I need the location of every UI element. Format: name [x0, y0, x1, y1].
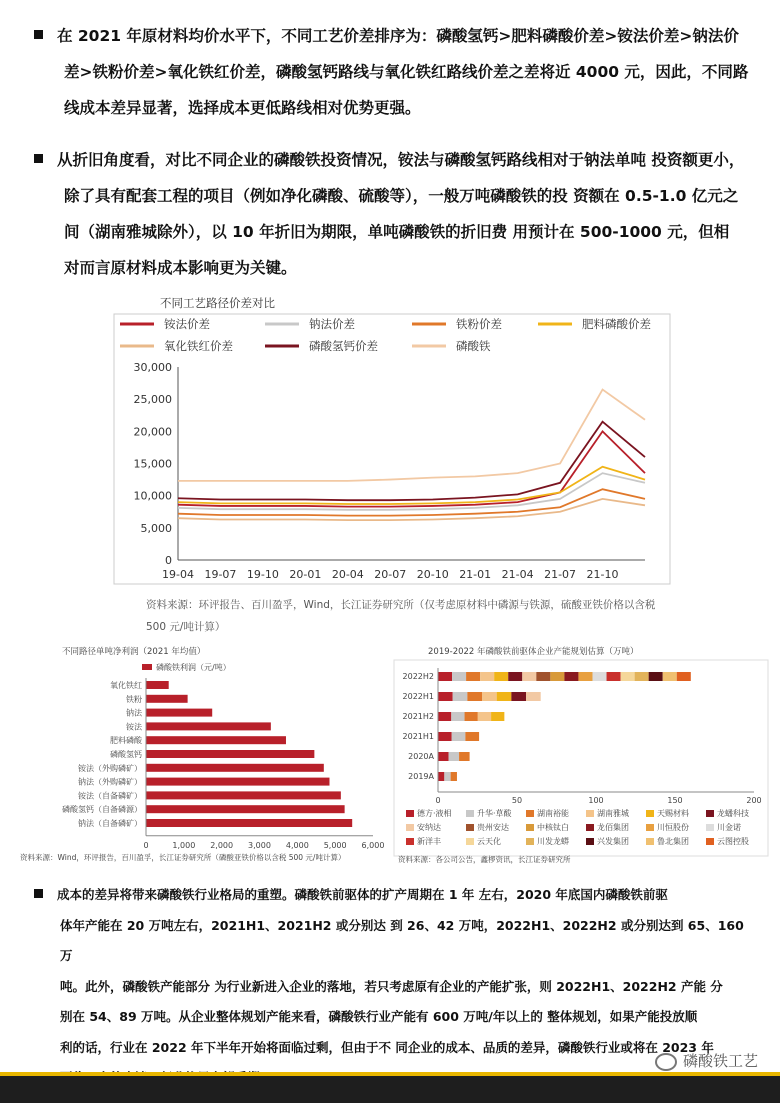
x-tick-label: 0 — [435, 796, 441, 805]
legend-swatch — [406, 810, 414, 817]
legend-label: 兴发集团 — [597, 837, 629, 846]
x-tick-label: 19-10 — [246, 568, 279, 581]
paragraph-1 — [34, 18, 756, 126]
category-label: 2019A — [408, 772, 434, 781]
net-profit-bar-chart — [18, 644, 388, 866]
x-tick-label: 3,000 — [248, 840, 271, 850]
legend-label: 中核钛白 — [537, 823, 569, 832]
text-line: 从折旧角度看，对比不同企业的磷酸铁投资情况，铵法与磷酸氢钙路线相对于钠法单吨 投资额更小， — [57, 151, 745, 169]
legend-label: 升华·草酸 — [477, 809, 512, 818]
category-label: 2022H1 — [402, 692, 434, 701]
profit-bar — [146, 736, 286, 744]
legend-swatch — [586, 838, 594, 845]
legend-label: 氧化铁红价差 — [164, 339, 233, 353]
legend-label: 铁粉价差 — [456, 317, 502, 331]
capacity-segment — [465, 712, 478, 721]
legend-label: 安纳达 — [417, 823, 441, 832]
x-tick-label: 20-07 — [374, 568, 407, 581]
chart-title: 不同工艺路径价差对比 — [160, 296, 275, 310]
legend-label: 川金诺 — [717, 823, 741, 832]
x-tick-label: 21-10 — [586, 568, 619, 581]
x-tick-label: 5,000 — [323, 840, 347, 850]
x-tick-label: 21-01 — [459, 568, 492, 581]
watermark-text: 磷酸铁工艺 — [682, 1052, 758, 1070]
x-tick-label: 19-04 — [162, 568, 194, 581]
capacity-segment — [526, 692, 541, 701]
x-tick-label: 0 — [143, 840, 149, 850]
category-label: 铵法 — [126, 722, 142, 732]
legend-label: 天赐材料 — [657, 809, 689, 818]
x-tick-label: 200 — [746, 796, 762, 805]
x-tick-label: 1,000 — [172, 840, 196, 850]
capacity-segment — [677, 672, 691, 681]
capacity-segment — [438, 692, 453, 701]
capacity-segment — [459, 752, 470, 761]
price-spread-line-chart — [100, 292, 680, 592]
wechat-icon — [655, 1053, 677, 1071]
capacity-segment — [467, 692, 482, 701]
capacity-segment — [480, 672, 494, 681]
chart2-source: 资料来源：Wind，环评报告，百川盈孚，长江证券研究所（磷酸亚铁价格以含税 500 元/吨计算） — [20, 853, 346, 862]
text-line: 吨。此外，磷酸铁产能部分 为行业新进入企业的落地，若只考虑原有企业的产能扩张，则 2022H1、2022H2 产能 分 — [60, 978, 723, 994]
capacity-segment — [649, 672, 663, 681]
bullet-icon — [34, 30, 43, 39]
category-label: 2021H2 — [402, 712, 434, 721]
capacity-segment — [536, 672, 550, 681]
chart1-source — [146, 594, 655, 638]
capacity-segment — [444, 772, 450, 781]
category-label: 钠法（自备磷矿） — [78, 819, 142, 828]
legend-label: 湖南裕能 — [537, 809, 569, 818]
capacity-segment — [494, 672, 508, 681]
text-line: 差>铁粉价差>氧化铁红价差，磷酸氢钙路线与氧化铁红路线价差之差将近 4000 元，因此，不同路 — [64, 63, 749, 81]
capacity-segment — [438, 672, 452, 681]
chart-title: 2019-2022 年磷酸铁前驱体企业产能规划估算（万吨） — [428, 647, 639, 657]
x-tick-label: 150 — [667, 796, 683, 805]
legend-swatch — [526, 810, 534, 817]
profit-bar — [146, 709, 212, 717]
legend-label: 鲁北集团 — [657, 837, 689, 846]
category-label: 钠法 — [126, 708, 142, 718]
y-tick-label: 10,000 — [133, 489, 172, 503]
text-line: 线成本差异显著，选择成本更低路线相对优势更强。 — [64, 99, 421, 117]
capacity-segment — [550, 672, 564, 681]
legend-swatch — [586, 810, 594, 817]
capacity-segment — [635, 672, 649, 681]
capacity-segment — [438, 732, 452, 741]
text-line: 对而言原材料成本影响更为关键。 — [64, 259, 297, 277]
legend-label: 川发龙蟒 — [537, 837, 569, 846]
profit-bar — [146, 750, 314, 758]
profit-bar — [146, 819, 352, 827]
category-label: 2021H1 — [402, 732, 434, 741]
capacity-segment — [508, 672, 522, 681]
capacity-segment — [438, 712, 451, 721]
category-label: 钠法（外购磷矿） — [78, 777, 142, 787]
capacity-segment — [522, 672, 536, 681]
capacity-segment — [451, 712, 464, 721]
x-tick-label: 20-10 — [416, 568, 449, 581]
category-label: 2022H2 — [402, 672, 434, 681]
legend-swatch — [646, 838, 654, 845]
bullet-icon — [34, 889, 43, 898]
profit-bar — [146, 805, 345, 813]
legend-label: 磷酸氢钙价差 — [309, 339, 378, 353]
legend-label: 德方·液相 — [417, 809, 452, 818]
legend-swatch — [526, 838, 534, 845]
legend-label: 龙佰集团 — [597, 823, 629, 832]
legend-label: 铵法价差 — [164, 317, 210, 331]
series-line — [178, 489, 645, 515]
capacity-segment — [491, 712, 504, 721]
legend-label: 磷酸铁 — [456, 339, 491, 353]
capacity-segment — [621, 672, 635, 681]
capacity-segment — [438, 752, 449, 761]
text-line: 体年产能在 20 万吨左右，2021H1、2021H2 或分别达 到 26、42 万吨，2022H1、2022H2 或分别达到 65、160 万 — [60, 917, 744, 963]
chart-bars — [62, 678, 384, 850]
category-label: 铵法（外购磷矿） — [78, 763, 142, 773]
x-tick-label: 2,000 — [210, 840, 234, 850]
paragraph-3 — [34, 880, 758, 1094]
category-label: 氧化铁红 — [110, 681, 142, 690]
legend-swatch — [466, 838, 474, 845]
chart-legend — [120, 317, 651, 353]
chart-title: 不同路径单吨净利润（2021 年均值） — [62, 647, 206, 657]
x-tick-label: 4,000 — [285, 840, 309, 850]
legend-swatch — [706, 838, 714, 845]
y-tick-label: 5,000 — [140, 521, 172, 535]
series-line — [178, 422, 645, 500]
x-tick-label: 50 — [511, 796, 523, 805]
text-line: 成本的差异将带来磷酸铁行业格局的重塑。磷酸铁前驱体的扩产周期在 1 年 左右，2020 年底国内磷酸铁前驱 — [57, 887, 668, 902]
source-line: 资料来源：环评报告、百川盈孚，Wind，长江证券研究所（仅考虑原材料中磷源与铁源，硫酸亚铁价格以含税 — [146, 599, 656, 611]
series-line — [178, 431, 645, 506]
capacity-segment — [663, 672, 677, 681]
y-tick-label: 20,000 — [133, 425, 172, 439]
capacity-segment — [451, 772, 457, 781]
capacity-segment — [478, 712, 491, 721]
x-tick-label: 20-04 — [331, 568, 364, 581]
paragraph-2 — [34, 142, 756, 286]
category-label: 2020A — [408, 752, 434, 761]
watermark — [655, 1050, 758, 1071]
legend-label: 磷酸铁利润（元/吨） — [156, 663, 231, 672]
text-line: 别在 54、89 万吨。从企业整体规划产能来看，磷酸铁行业产能有 600 万吨/年以上的 整体规划，如果产能投放顺 — [60, 1009, 698, 1024]
capacity-segment — [607, 672, 621, 681]
category-label: 肥料磷酸 — [110, 736, 142, 746]
x-tick-label: 100 — [588, 796, 604, 805]
capacity-segment — [438, 772, 444, 781]
capacity-segment — [466, 672, 480, 681]
x-tick-label: 19-07 — [204, 568, 237, 581]
chart3-source: 资料来源：各公司公告，鑫椤资讯，长江证券研究所 — [398, 855, 571, 864]
bullet-icon — [34, 154, 43, 163]
chart-lines — [178, 390, 645, 521]
legend-swatch — [646, 824, 654, 831]
legend-swatch — [706, 824, 714, 831]
capacity-segment — [465, 732, 479, 741]
category-label: 铵法（自备磷矿） — [78, 791, 142, 801]
legend-label: 肥料磷酸价差 — [582, 317, 651, 331]
chart-bars — [403, 668, 762, 805]
chart-legend — [406, 808, 749, 846]
series-line — [178, 390, 645, 481]
footer-bar — [0, 1076, 780, 1103]
x-tick-label: 20-01 — [289, 568, 322, 581]
legend-label: 云图控股 — [717, 837, 749, 846]
capacity-segment — [511, 692, 526, 701]
legend-label: 钠法价差 — [309, 317, 355, 331]
profit-bar — [146, 695, 188, 703]
y-tick-label: 30,000 — [133, 361, 172, 374]
profit-bar — [146, 681, 169, 689]
text-line: 在 2021 年原材料均价水平下，不同工艺价差排序为：磷酸氢钙>肥料磷酸价差>铵法价差>钠法价 — [57, 27, 739, 45]
capacity-segment — [449, 752, 460, 761]
legend-swatch — [706, 810, 714, 817]
capacity-stacked-bar-chart — [392, 644, 772, 866]
legend-label: 贵州安达 — [477, 823, 509, 832]
capacity-segment — [497, 692, 512, 701]
profit-bar — [146, 722, 271, 730]
text-line: 间（湖南雅城除外），以 10 年折旧为期限，单吨磷酸铁的折旧费 用预计在 500-1000 元，但相 — [64, 223, 730, 241]
y-tick-label: 25,000 — [133, 393, 172, 407]
legend-label: 新洋丰 — [417, 837, 441, 846]
y-tick-label: 15,000 — [133, 457, 172, 471]
legend-swatch — [646, 810, 654, 817]
category-label: 铁粉 — [126, 694, 142, 704]
x-tick-label: 21-07 — [544, 568, 577, 581]
legend-swatch — [406, 838, 414, 845]
source-line: 500 元/吨计算） — [146, 621, 226, 633]
legend-label: 湖南雅城 — [597, 809, 629, 818]
text-line: 除了具有配套工程的项目（例如净化磷酸、硫酸等），一般万吨磷酸铁的投 资额在 0.5-1.0 亿元之 — [64, 187, 739, 205]
y-tick-label: 0 — [165, 554, 172, 567]
legend-swatch — [406, 824, 414, 831]
capacity-segment — [453, 692, 468, 701]
profit-bar — [146, 791, 341, 799]
legend-swatch — [466, 810, 474, 817]
legend-swatch — [142, 664, 152, 670]
legend-swatch — [466, 824, 474, 831]
capacity-segment — [592, 672, 606, 681]
text-line: 利的话，行业在 2022 年下半年开始将面临过剩，但由于不 同企业的成本、品质的差异，磷酸铁行业或将在 2023 年 — [60, 1039, 714, 1055]
x-tick-label: 6,000 — [361, 840, 385, 850]
legend-label: 川恒股份 — [657, 823, 689, 832]
legend-swatch — [526, 824, 534, 831]
chart-frame — [114, 314, 670, 584]
profit-bar — [146, 764, 324, 772]
capacity-segment — [482, 692, 497, 701]
legend-label: 云天化 — [477, 837, 501, 846]
legend-swatch — [586, 824, 594, 831]
legend-label: 龙蟠科技 — [717, 809, 749, 818]
x-tick-label: 21-04 — [501, 568, 534, 581]
capacity-segment — [564, 672, 578, 681]
capacity-segment — [452, 672, 466, 681]
capacity-segment — [452, 732, 466, 741]
capacity-segment — [578, 672, 592, 681]
category-label: 磷酸氢钙（自备磷源） — [62, 805, 142, 815]
profit-bar — [146, 778, 329, 786]
category-label: 磷酸氢钙 — [110, 750, 142, 759]
